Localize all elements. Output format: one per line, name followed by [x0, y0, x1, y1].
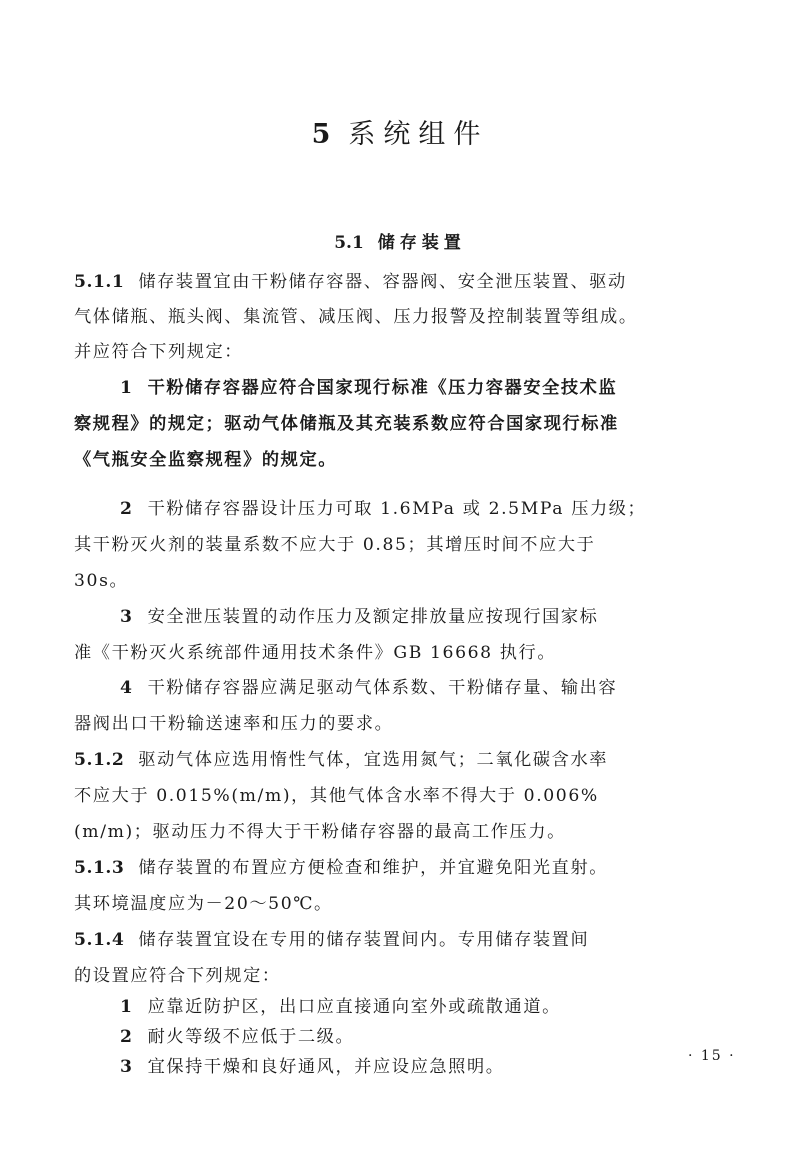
text-line [74, 533, 726, 557]
text-line [74, 641, 726, 665]
line-text: 应靠近防护区，出口应直接通向室外或疏散通道。 [147, 997, 561, 1017]
line-text: 储存装置宜由干粉储存容器、容器阀、安全泄压装置、驱动 [138, 272, 627, 292]
text-line [74, 305, 726, 329]
line-text: 干粉储存容器应满足驱动气体系数、干粉储存量、输出容 [147, 678, 618, 698]
list-item [120, 605, 772, 629]
text-line [74, 412, 726, 436]
item-number: 1 [120, 997, 134, 1017]
line-text: 其干粉灭火剂的装量系数不应大于 0.85；其增压时间不应大于 [74, 535, 596, 555]
list-item [120, 376, 772, 400]
list-item [120, 995, 772, 1019]
text-line [74, 820, 726, 844]
text-line [74, 784, 726, 808]
item-number: 4 [120, 678, 134, 698]
line-text: 安全泄压装置的动作压力及额定排放量应按现行国家标 [147, 607, 599, 627]
line-text: 气体储瓶、瓶头阀、集流管、减压阀、压力报警及控制装置等组成。 [74, 307, 638, 327]
line-text: 30s。 [74, 571, 129, 591]
clause-number: 5.1.2 [74, 750, 125, 770]
line-text: 器阀出口干粉输送速率和压力的要求。 [74, 714, 394, 734]
chapter-title [0, 112, 800, 151]
item-number: 2 [120, 499, 134, 519]
line-text: 耐火等级不应低于二级。 [147, 1027, 355, 1047]
section-number: 5.1 [334, 233, 364, 253]
clause-number: 5.1.4 [74, 930, 125, 950]
line-text: 准《干粉灭火系统部件通用技术条件》GB 16668 执行。 [74, 643, 557, 663]
line-text: 干粉储存容器设计压力可取 1.6MPa 或 2.5MPa 压力级； [147, 499, 647, 519]
section-title [0, 228, 800, 253]
clause-line [74, 928, 726, 952]
line-text: 的设置应符合下列规定： [74, 966, 281, 986]
line-text: 驱动气体应选用惰性气体，宜选用氮气；二氧化碳含水率 [138, 750, 609, 770]
text-line [74, 964, 726, 988]
text-line [74, 569, 726, 593]
line-text: 《气瓶安全监察规程》的规定。 [74, 450, 338, 470]
clause-line [74, 270, 726, 294]
item-number: 3 [120, 1057, 134, 1077]
page-number: · 15 · [688, 1048, 736, 1064]
line-text: 宜保持干燥和良好通风，并应设应急照明。 [147, 1057, 505, 1077]
line-text: (m/m)；驱动压力不得大于干粉储存容器的最高工作压力。 [74, 822, 566, 842]
list-item [120, 1025, 772, 1049]
line-text: 并应符合下列规定： [74, 342, 244, 362]
item-number: 2 [120, 1027, 134, 1047]
list-item [120, 497, 772, 521]
text-line [74, 712, 726, 736]
chapter-title-text: 系统组件 [348, 119, 489, 150]
clause-number: 5.1.1 [74, 272, 125, 292]
line-text: 干粉储存容器应符合国家现行标准《压力容器安全技术监 [147, 378, 618, 398]
section-title-text: 储存装置 [377, 233, 466, 253]
clause-number: 5.1.3 [74, 858, 125, 878]
line-text: 储存装置的布置应方便检查和维护，并宜避免阳光直射。 [138, 858, 609, 878]
text-line [74, 892, 726, 916]
text-line [74, 340, 726, 364]
line-text: 察规程》的规定；驱动气体储瓶及其充装系数应符合国家现行标准 [74, 414, 619, 434]
text-line [74, 448, 726, 472]
chapter-number: 5 [311, 119, 331, 150]
item-number: 3 [120, 607, 134, 627]
list-item [120, 676, 772, 700]
line-text: 储存装置宜设在专用的储存装置间内。专用储存装置间 [138, 930, 590, 950]
line-text: 不应大于 0.015%(m/m)，其他气体含水率不得大于 0.006% [74, 786, 599, 806]
clause-line [74, 856, 726, 880]
list-item [120, 1055, 772, 1079]
item-number: 1 [120, 378, 134, 398]
clause-line [74, 748, 726, 772]
line-text: 其环境温度应为－20～50℃。 [74, 894, 333, 914]
